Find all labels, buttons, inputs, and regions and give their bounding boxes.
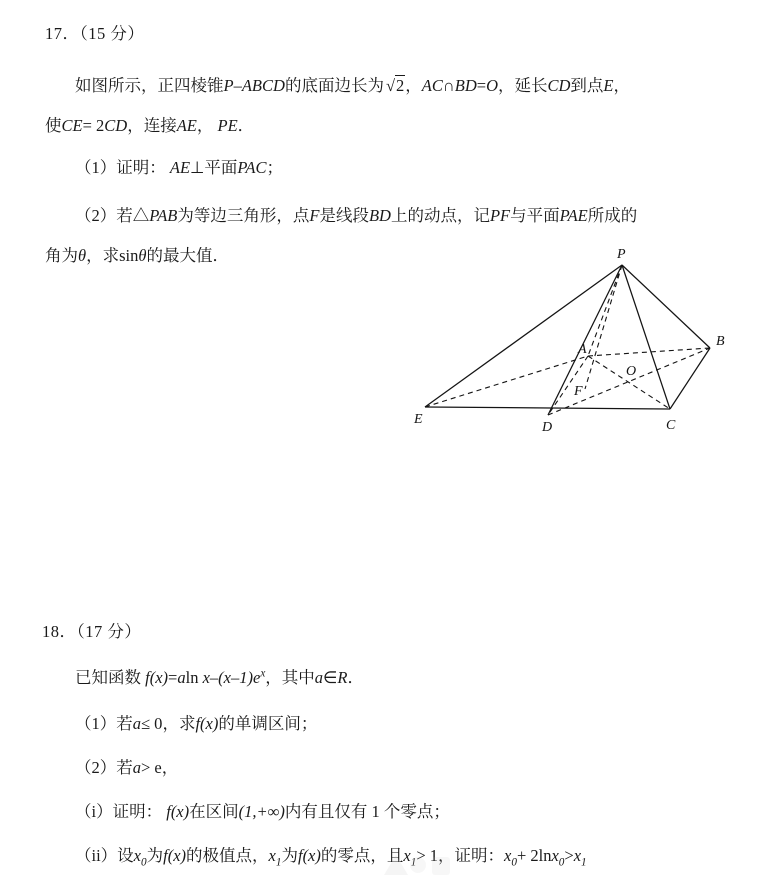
figure-label-F: F — [574, 384, 583, 399]
figure-label-B: B — [716, 334, 725, 349]
problem-17-part-1: （1）证明： AE⊥平面PAC； — [75, 158, 283, 177]
problem-17-line-2: 使CE= 2CD，连接AE， PE． — [45, 116, 255, 135]
pyramid-figure — [400, 243, 760, 433]
problem-18-part-2-ii: （ii）设$x_0$为f(x)的极值点，$x_1$为f(x)的零点，且$x_1> 1$，证明：$x_0+ 2\ln x_0>x_1$ — [75, 846, 587, 869]
figure-label-A: A — [578, 342, 587, 357]
figure-label-C: C — [666, 418, 676, 433]
figure-label-O: O — [626, 364, 637, 379]
problem-18-part-1: （1）若a≤ 0，求f(x)的单调区间； — [75, 714, 318, 733]
problem-18-number: 18．（17 分） — [42, 622, 142, 641]
figure-label-P: P — [617, 247, 626, 262]
problem-17-part-2-cont: 角为θ，求sinθ的最大值． — [45, 246, 229, 265]
sqrt-2: √2 — [385, 76, 405, 95]
problem-18-part-2: （2）若a> e， — [75, 758, 179, 777]
page-bottom-fade — [0, 878, 773, 890]
problem-18-line-1: 已知函数 f(x)=aln $x-(x-1)e^x$，其中a∈R． — [75, 667, 365, 687]
problem-17-number: 17．（15 分） — [45, 24, 145, 43]
figure-label-D: D — [542, 420, 553, 433]
problem-17-part-2: （2）若△PAB为等边三角形，点F是线段BD上的动点，记PF与平面PAE所成的 — [75, 206, 638, 225]
figure-label-E: E — [414, 412, 423, 427]
problem-18-part-2-i: （i）证明： f(x)在区间(1,+∞)内有且仅有 1 个零点； — [75, 802, 450, 821]
problem-17-line-1: 如图所示，正四棱锥P–ABCD的底面边长为 √2，AC∩BD=O，延长CD到点E， — [75, 70, 765, 101]
